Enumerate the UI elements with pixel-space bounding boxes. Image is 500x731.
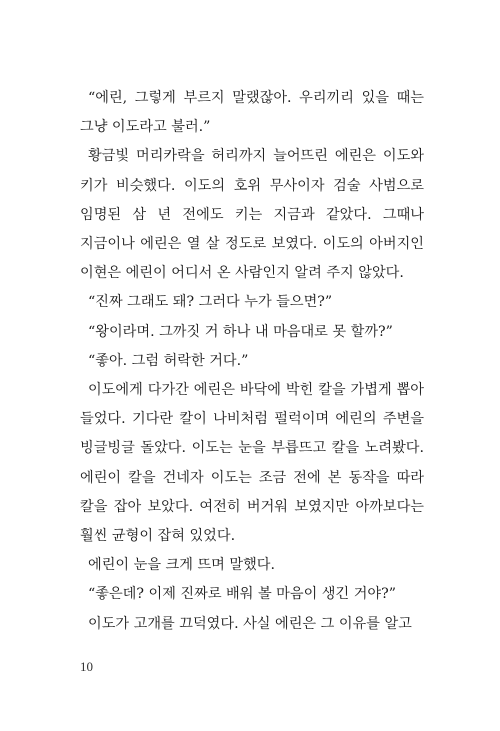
paragraph: “진짜 그래도 돼? 그러다 누가 들으면?” <box>88 294 333 311</box>
paragraph: “좋은데? 이제 진짜로 배워 볼 마음이 생긴 거야?” <box>88 586 396 603</box>
paragraph: 이도에게 다가간 에린은 바닥에 박힌 칼을 가볍게 뽑아 들었다. 기다란 칼이 나비처럼 펄럭이며 에린의 주변을 빙글빙글 돌았다. 이도는 눈을 부릅뜨고 칼을 노려봤다. 에린이 칼을 건네자 이도는 조금 전에 본 동작을 따라 칼을 잡아 보았다. 여전히 버거워 보였지만 아까보다는 훨씬 균형이 잡혀 있었다. <box>80 382 424 545</box>
paragraph: “좋아. 그럼 허락한 거다.” <box>88 352 249 369</box>
paragraph: “왕이라며. 그까짓 거 하나 내 마음대로 못 할까?” <box>88 323 393 340</box>
body-text <box>80 84 424 639</box>
paragraph: “에린, 그렇게 부르지 말랬잖아. 우리끼리 있을 때는 그냥 이도라고 불러.” <box>80 90 424 136</box>
paragraph: 에린이 눈을 크게 뜨며 말했다. <box>88 557 276 574</box>
page-number: 10 <box>80 659 93 674</box>
paragraph: 황금빛 머리카락을 허리까지 늘어뜨린 에린은 이도와 키가 비슷했다. 이도의 호위 무사이자 검술 사범으로 임명된 삼 년 전에도 키는 지금과 같았다. 그때나 지금이나 에린은 열 살 정도로 보였다. 이도의 아버지인 이현은 에린이 어디서 온 사람인지 알려 주지 않았다. <box>80 148 424 282</box>
paragraph: 이도가 고개를 끄덕였다. 사실 에린은 그 이유를 알고 <box>88 615 412 632</box>
